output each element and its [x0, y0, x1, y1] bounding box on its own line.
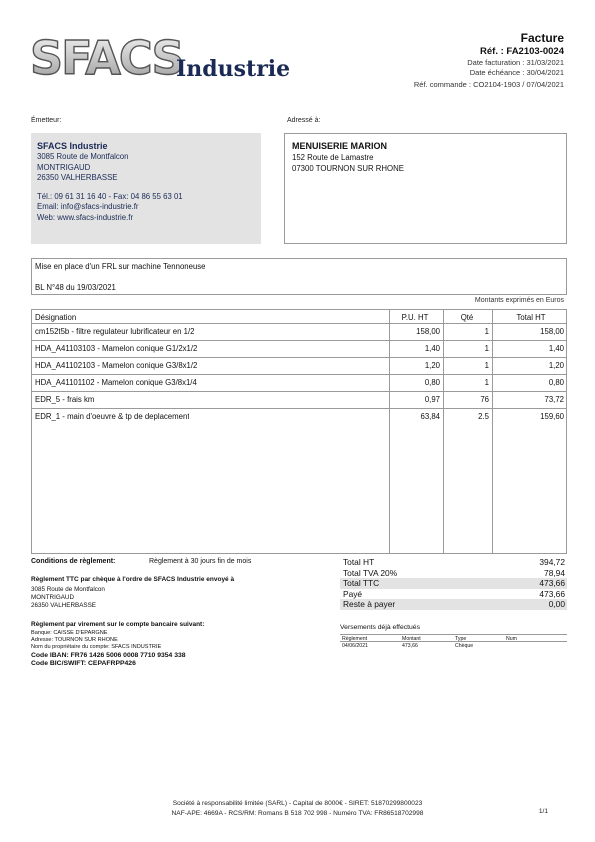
account-owner: Nom du propriétaire du compte: SFACS INDUSTRIE [31, 644, 162, 651]
row-quantity: 2.5 [478, 412, 489, 421]
cheque-title: Règlement TTC par chèque à l'ordre de SFACS Industrie envoyé à [31, 576, 235, 583]
table-row [32, 392, 566, 409]
total-ht-value: 394,72 [539, 557, 565, 567]
row-unit-price: 0,80 [424, 378, 440, 387]
paid-row [340, 589, 567, 600]
row-quantity: 1 [484, 344, 489, 353]
row-total: 159,60 [540, 412, 564, 421]
total-tva-row [340, 568, 567, 579]
row-unit-price: 0,97 [424, 395, 440, 404]
row-unit-price: 1,40 [424, 344, 440, 353]
paid-label: Payé [343, 588, 363, 599]
remaining-row [340, 599, 567, 610]
payments-header-type: Type [455, 636, 467, 642]
row-quantity: 76 [480, 395, 489, 404]
object-description: Mise en place d'un FRL sur machine Tennoneuse [35, 262, 206, 271]
cheque-address-2: MONTRIGAUD [31, 594, 75, 601]
row-total: 0,80 [548, 378, 564, 387]
footer-line-2: NAF-APE: 4669A - RCS/RM: Romans B 518 702 998 - Numéro TVA: FR86518702998 [171, 809, 424, 817]
row-designation: cm152t5b - filtre regulateur lubrificateur en 1/2 [35, 327, 195, 336]
sender-postal: 26350 VALHERBASSE [37, 173, 118, 182]
remaining-label: Reste à payer [343, 599, 396, 609]
table-row [32, 358, 566, 375]
payments-header-montant: Montant [402, 636, 421, 642]
sender-label: Émetteur: [31, 117, 62, 124]
payment-conditions [31, 558, 331, 669]
payment-row [340, 642, 567, 651]
conditions-title: Conditions de règlement: [31, 558, 116, 565]
row-quantity: 1 [484, 327, 489, 336]
payments-box [340, 623, 567, 651]
payment-date: 04/06/2021 [342, 643, 368, 649]
footer-line-1: Société à responsabilité limitée (SARL) - Capital de 8000€ - SIRET: 51870299800023 [172, 800, 423, 807]
row-total: 73,72 [544, 395, 564, 404]
header-quantity: Qté [460, 313, 474, 322]
svg-text:Industrie: Industrie [176, 56, 291, 82]
header-total: Total HT [516, 313, 546, 322]
company-logo [30, 34, 292, 82]
payment-type: Chèque [455, 643, 474, 649]
row-quantity: 1 [484, 361, 489, 370]
recipient-name: MENUISERIE MARION [292, 141, 388, 151]
payments-title: Versements déjà effectués [340, 624, 420, 631]
bic: Code BIC/SWIFT: CEPAFRPP426 [31, 660, 136, 668]
invoice-title: Facture [520, 31, 564, 45]
total-ttc-row [340, 578, 567, 589]
order-reference: Réf. commande : CO2104-1903 / 07/04/2021 [413, 80, 564, 89]
sender-website[interactable]: Web: www.sfacs-industrie.fr [37, 212, 134, 222]
invoice-date: Date facturation : 31/03/2021 [467, 58, 564, 67]
header-unit-price: P.U. HT [401, 313, 429, 322]
transfer-title: Règlement par virement sur le compte bancaire suivant: [31, 621, 205, 628]
items-table [31, 309, 567, 554]
currency-note: Montants exprimés en Euros [474, 297, 564, 304]
payments-header [340, 634, 567, 642]
total-tva-label: Total TVA 20% [343, 567, 398, 578]
cheque-address-1: 3085 Route de Montfalcon [31, 586, 105, 593]
header-designation: Désignation [35, 313, 77, 322]
payment-amount: 473,66 [402, 643, 418, 649]
total-ttc-value: 473,66 [539, 578, 565, 588]
row-unit-price: 158,00 [416, 327, 440, 336]
row-quantity: 1 [484, 378, 489, 387]
sender-email[interactable]: Email: info@sfacs-industrie.fr [37, 202, 139, 211]
table-row [32, 324, 566, 341]
recipient-address: 152 Route de Lamastre [292, 153, 374, 162]
paid-value: 473,66 [539, 588, 565, 599]
row-unit-price: 1,20 [424, 361, 440, 370]
sender-phone: Tél.: 09 61 31 16 40 - Fax: 04 86 55 63 01 [37, 191, 183, 201]
due-date: Date échéance : 30/04/2021 [469, 67, 564, 77]
bank-name: Banque: CAISSE D'EPARGNE [31, 630, 108, 636]
row-unit-price: 63,84 [420, 412, 440, 421]
total-ht-row [340, 557, 567, 568]
row-total: 1,40 [548, 344, 564, 353]
sender-address: 3085 Route de Montfalcon [37, 152, 129, 161]
legal-footer [0, 799, 595, 818]
table-row [32, 409, 566, 426]
row-total: 1,20 [548, 361, 564, 370]
row-designation: HDA_A41101102 - Mamelon conique G3/8x1/4 [35, 378, 197, 387]
table-row [32, 375, 566, 392]
row-designation: HDA_A41102103 - Mamelon conique G3/8x1/2 [35, 361, 198, 370]
table-header [32, 310, 566, 324]
svg-text:SFACS: SFACS [30, 34, 183, 82]
recipient-label: Adressé à: [287, 117, 321, 124]
sender-box [31, 133, 261, 244]
recipient-box [284, 133, 567, 244]
invoice-reference: Réf. : FA2103-0024 [480, 46, 564, 57]
conditions-value: Règlement à 30 jours fin de mois [149, 558, 252, 565]
total-ttc-label: Total TTC [343, 578, 380, 588]
total-tva-value: 78,94 [544, 567, 565, 578]
sender-city: MONTRIGAUD [37, 162, 91, 172]
row-designation: EDR_1 - main d'oeuvre & tp de deplacement [35, 412, 190, 421]
payments-header-reglement: Règlement [342, 636, 368, 642]
payments-header-num: Num [506, 636, 517, 642]
bank-address: Adresse: TOURNON SUR RHONE [31, 637, 118, 644]
iban: Code IBAN: FR76 1426 5006 0008 7710 9354 338 [31, 651, 186, 659]
delivery-note-ref: BL N°48 du 19/03/2021 [35, 283, 116, 292]
recipient-postal: 07300 TOURNON SUR RHONE [292, 164, 404, 173]
invoice-object-box [31, 258, 567, 295]
row-designation: EDR_5 - frais km [35, 395, 95, 404]
row-total: 158,00 [540, 327, 564, 336]
cheque-address-3: 26350 VALHERBASSE [31, 602, 96, 609]
total-ht-label: Total HT [343, 557, 375, 567]
sender-name: SFACS Industrie [37, 141, 108, 151]
table-row [32, 341, 566, 358]
remaining-value: 0,00 [548, 599, 565, 609]
totals-box [340, 557, 567, 610]
invoice-header [414, 31, 564, 90]
row-designation: HDA_A41103103 - Mamelon conique G1/2x1/2 [35, 344, 198, 353]
page-number: 1/1 [538, 808, 548, 815]
